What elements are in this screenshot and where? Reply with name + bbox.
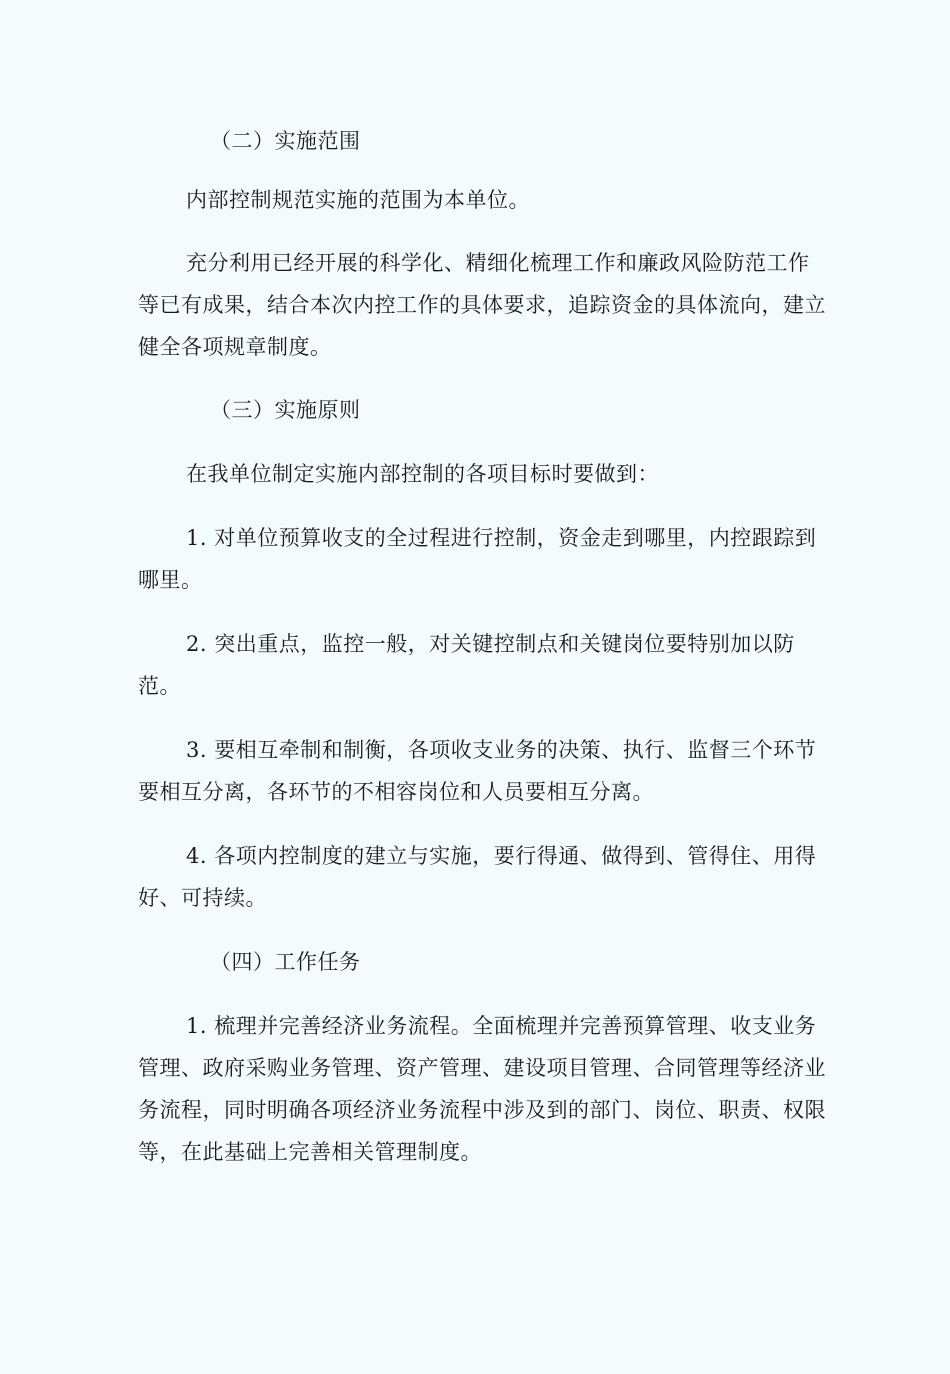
section-heading-scope: （二）实施范围 [210, 129, 361, 153]
principle-item-3: 3. 要相互牵制和制衡，各项收支业务的决策、执行、监督三个环节要相互分离，各环节的不相容岗位和人员要相互分离。 [138, 738, 817, 804]
paragraph-principles-intro: 在我单位制定实施内部控制的各项目标时要做到： [186, 462, 659, 486]
paragraph-scope: 内部控制规范实施的范围为本单位。 [186, 188, 530, 212]
document-body [138, 120, 828, 1173]
section-heading-principles: （三）实施原则 [210, 398, 361, 422]
principle-item-2: 2. 突出重点，监控一般，对关键控制点和关键岗位要特别加以防范。 [138, 632, 795, 698]
task-item-1: 1. 梳理并完善经济业务流程。全面梳理并完善预算管理、收支业务管理、政府采购业务管理、资产管理、建设项目管理、合同管理等经济业务流程，同时明确各项经济业务流程中涉及到的部门、岗位、职责、权限等，在此基础上完善相关管理制度。 [138, 1014, 826, 1164]
paragraph-utilize-results: 充分利用已经开展的科学化、精细化梳理工作和廉政风险防范工作等已有成果，结合本次内控工作的具体要求，追踪资金的具体流向，建立健全各项规章制度。 [138, 251, 826, 359]
principle-item-4: 4. 各项内控制度的建立与实施，要行得通、做得到、管得住、用得好、可持续。 [138, 844, 817, 910]
principle-item-1: 1. 对单位预算收支的全过程进行控制，资金走到哪里，内控跟踪到哪里。 [138, 526, 817, 592]
section-heading-tasks: （四）工作任务 [210, 950, 361, 974]
